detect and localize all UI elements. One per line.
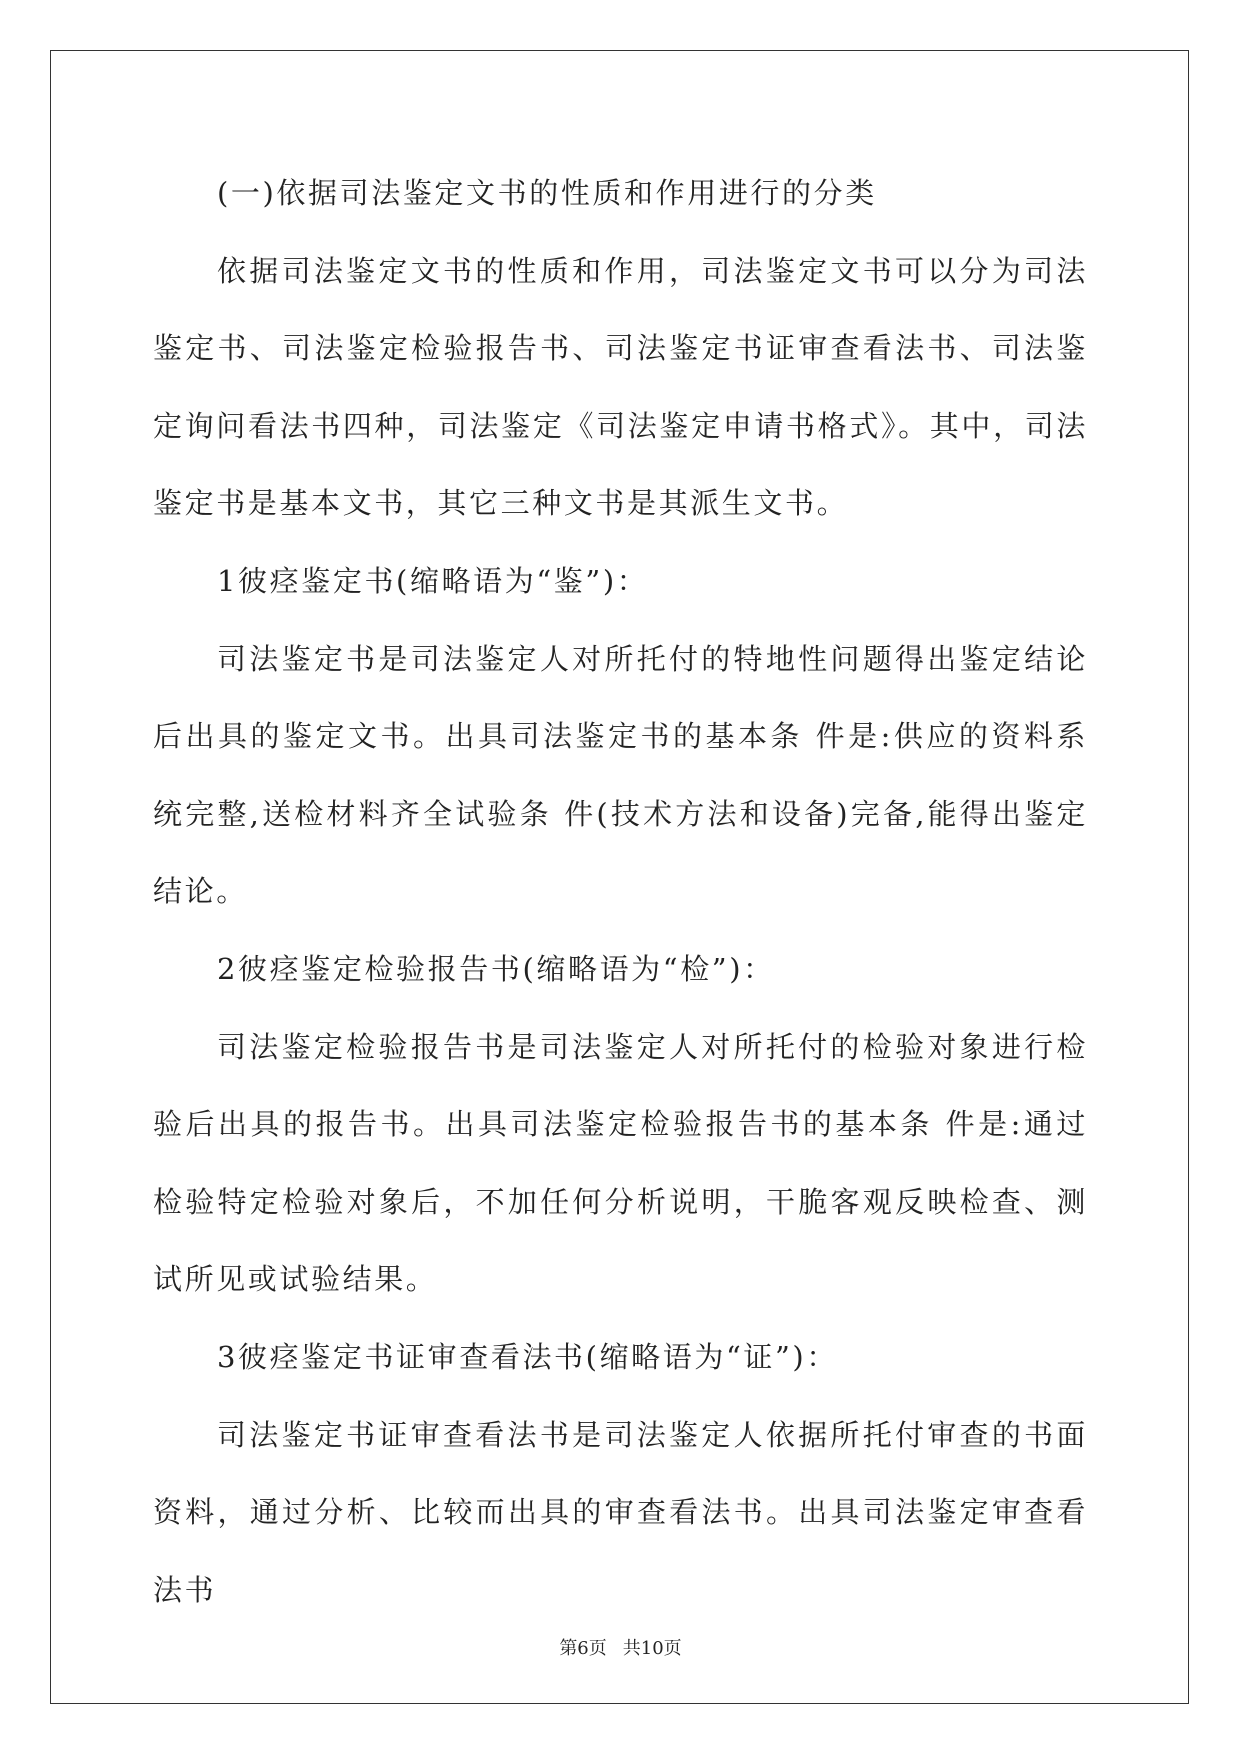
page-total: 共10页 [622, 1638, 682, 1659]
paragraph-item-2: 司法鉴定检验报告书是司法鉴定人对所托付的检验对象进行检验后出具的报告书。出具司法鉴定检验报告书的基本条 件是:通过检验特定检验对象后，不加任何分析说明，干脆客观反映检查、测试所见或试验结果。 [153, 1029, 1088, 1297]
item-heading-3: 3彼痉鉴定书证审查看法书(缩略语为“证”)： [217, 1339, 838, 1374]
paragraph-item-3: 司法鉴定书证审查看法书是司法鉴定人依据所托付审查的书面资料，通过分析、比较而出具的审查看法书。出具司法鉴定审查看法书 [153, 1417, 1088, 1607]
item-heading-1: 1彼痉鉴定书(缩略语为“鉴”)： [217, 563, 649, 598]
document-body [153, 155, 1088, 1629]
page-footer [0, 1634, 1241, 1660]
paragraph-classification: 依据司法鉴定文书的性质和作用，司法鉴定文书可以分为司法鉴定书、司法鉴定检验报告书、司法鉴定书证审查看法书、司法鉴定询问看法书四种，司法鉴定《司法鉴定申请书格式》。其中，司法鉴定书是基本文书，其它三种文书是其派生文书。 [153, 253, 1088, 521]
paragraph-item-1: 司法鉴定书是司法鉴定人对所托付的特地性问题得出鉴定结论后出具的鉴定文书。出具司法鉴定书的基本条 件是:供应的资料系统完整,送检材料齐全试验条 件(技术方法和设备)完备,能得出鉴定结论。 [153, 641, 1088, 909]
item-heading-2: 2彼痉鉴定检验报告书(缩略语为“检”)： [217, 951, 775, 986]
page-number: 第6页 [559, 1638, 607, 1659]
section-heading: (一)依据司法鉴定文书的性质和作用进行的分类 [217, 176, 877, 210]
